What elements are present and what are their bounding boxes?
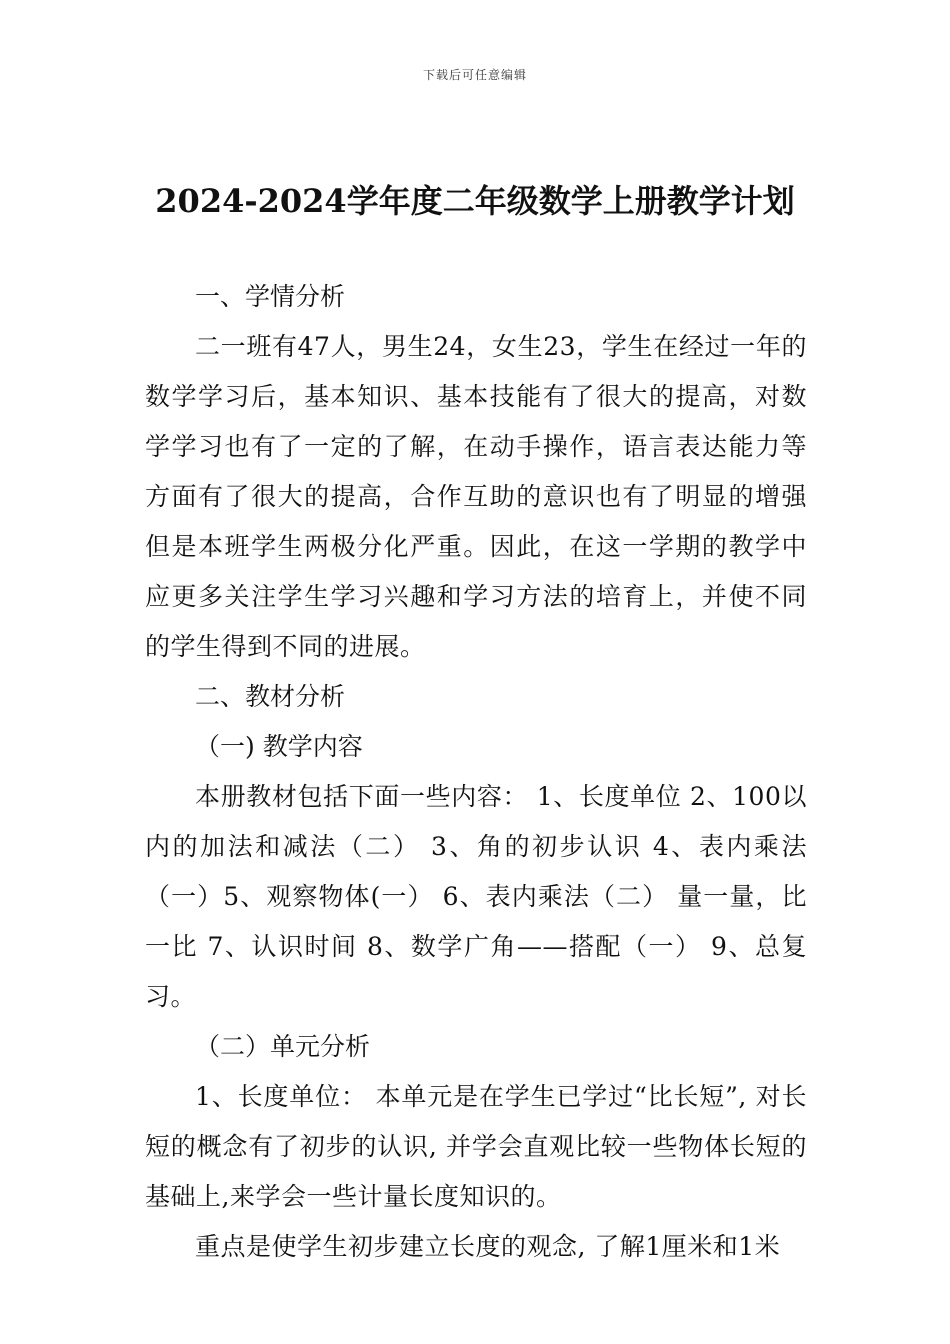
paragraph-student-analysis: 二一班有47人，男生24，女生23，学生在经过一年的数学学习后，基本知识、基本技能有了很大的提高，对数学学习也有了一定的了解，在动手操作，语言表达能力等方面有了很大的提高，合作互助的意识也有了明显的增强但是本班学生两极分化严重。因此，在这一学期的教学中应更多关注学生学习兴趣和学习方法的培育上，并使不同的学生得到不同的进展。	[145, 332, 807, 661]
header-note: 下载后可任意编辑	[422, 68, 527, 82]
subheading-unit-analysis: （二）单元分析	[195, 1032, 371, 1061]
paragraph-teaching-content: 本册教材包括下面一些内容： 1、长度单位 2、100以内的加法和减法（二） 3、角的初步认识 4、表内乘法（一）5、观察物体(一） 6、表内乘法（二） 量一量，比一比 7、认识时间 8、数学广角——搭配（一） 9、总复习。	[145, 782, 807, 1011]
paragraph-key-points: 重点是使学生初步建立长度的观念, 了解1厘米和1米	[195, 1232, 781, 1261]
subheading-teaching-content: （一) 教学内容	[195, 732, 363, 761]
section-heading-student-analysis: 一、学情分析	[195, 282, 346, 311]
paragraph-unit-length: 1、长度单位： 本单元是在学生已学过“比长短”, 对长短的概念有了初步的认识, 并学会直观比较一些物体长短的基础上,来学会一些计量长度知识的。	[145, 1082, 807, 1211]
document-body	[145, 272, 807, 1272]
section-heading-textbook-analysis: 二、教材分析	[195, 682, 346, 711]
document-title: 2024-2024学年度二年级数学上册教学计划	[155, 182, 795, 220]
